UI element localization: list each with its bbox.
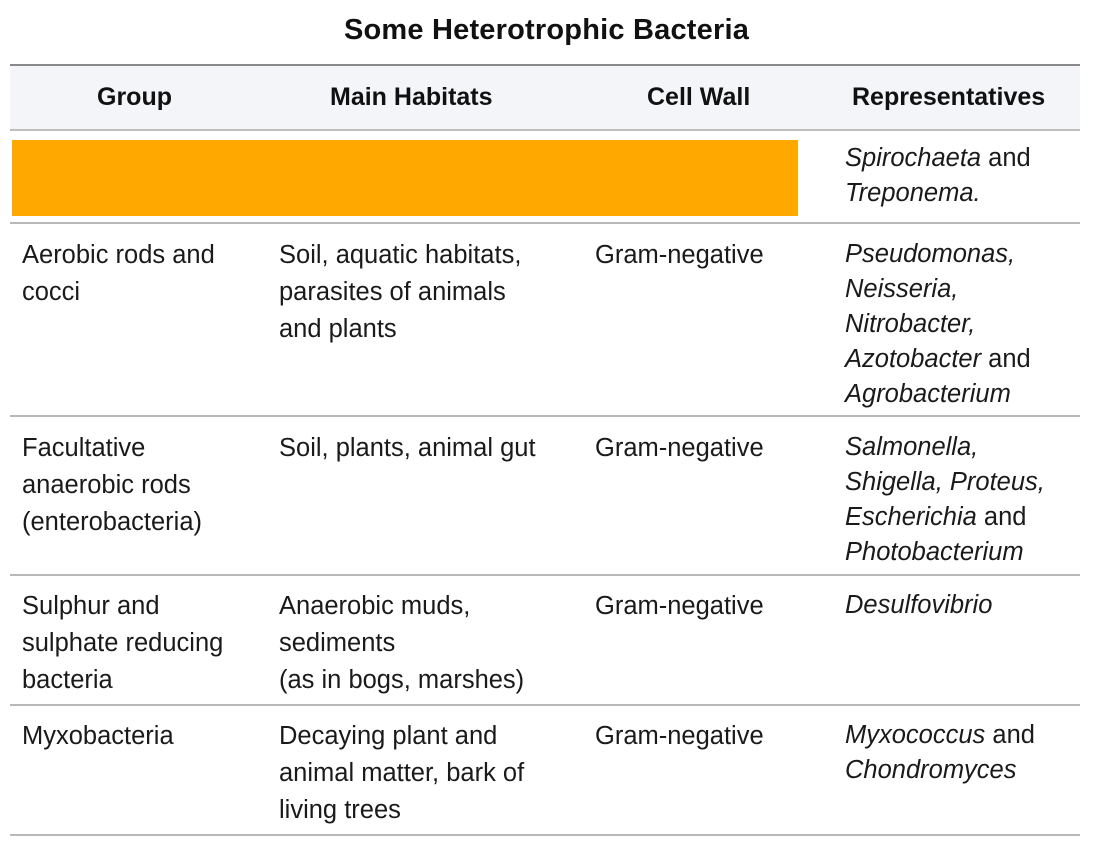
- group-cell: [22, 237, 215, 311]
- cell-line: animal matter, bark of: [279, 759, 525, 787]
- conjunction: and: [981, 345, 1031, 373]
- cell-line: living trees: [279, 796, 401, 824]
- group-cell: [22, 588, 223, 699]
- cell-line: Sulphur and: [22, 592, 160, 620]
- representatives-cell: [845, 237, 1031, 412]
- table-row: [10, 417, 1080, 576]
- genus-name: Neisseria,: [845, 275, 959, 303]
- cell-line: parasites of animals: [279, 278, 506, 306]
- genus-name: Salmonella,: [845, 433, 979, 461]
- cell-line: (as in bogs, marshes): [279, 666, 525, 694]
- conjunction: and: [985, 721, 1035, 749]
- column-header-habitats: Main Habitats: [330, 83, 493, 111]
- bacteria-table: [10, 64, 1080, 836]
- cell-line: (enterobacteria): [22, 508, 203, 536]
- cell-line: Decaying plant and: [279, 722, 498, 750]
- cell-line: bacteria: [22, 666, 113, 694]
- representatives-cell: [845, 141, 1031, 211]
- cell-wall-cell: Gram-negative: [595, 592, 764, 620]
- table-row: [10, 706, 1080, 836]
- cell-wall-cell: Gram-negative: [595, 722, 764, 750]
- cell-line: and plants: [279, 315, 397, 343]
- genus-name: Chondromyces: [845, 756, 1017, 784]
- column-header-cell-wall: Cell Wall: [647, 83, 751, 111]
- cell-line: sediments: [279, 629, 396, 657]
- cell-wall-cell: Gram-negative: [595, 434, 764, 462]
- cell-line: Soil, plants, animal gut: [279, 434, 536, 462]
- cell-line: cocci: [22, 278, 81, 306]
- genus-name: Photobacterium: [845, 538, 1024, 566]
- cell-line: Aerobic rods and: [22, 241, 215, 269]
- cell-line: Myxobacteria: [22, 722, 174, 750]
- conjunction: and: [976, 503, 1027, 531]
- conjunction: and: [981, 144, 1031, 172]
- representatives-cell: [845, 588, 992, 623]
- cell-line: Anaerobic muds,: [279, 592, 471, 620]
- genus-name: Nitrobacter,: [845, 310, 976, 338]
- genus-name: Spirochaeta: [845, 144, 982, 172]
- habitats-cell: [279, 430, 536, 467]
- genus-name: Myxococcus: [845, 721, 986, 749]
- genus-name: Shigella, Proteus,: [845, 468, 1045, 496]
- cell-line: Soil, aquatic habitats,: [279, 241, 522, 269]
- cell-line: anaerobic rods: [22, 471, 191, 499]
- cell-line: Facultative: [22, 434, 146, 462]
- habitats-cell: [279, 588, 524, 699]
- cell-wall-cell: Gram-negative: [595, 241, 764, 269]
- table-row: [10, 224, 1080, 417]
- genus-name: Agrobacterium: [845, 380, 1011, 408]
- table-header: [10, 64, 1080, 131]
- habitats-cell: [279, 237, 521, 348]
- column-header-group: Group: [97, 83, 172, 111]
- group-cell: [22, 430, 202, 541]
- genus-name: Treponema.: [845, 179, 981, 207]
- genus-name: Pseudomonas,: [845, 240, 1016, 268]
- group-cell: [22, 718, 174, 755]
- column-header-representatives: Representatives: [852, 83, 1046, 111]
- genus-name: Desulfovibrio: [845, 591, 993, 619]
- table-row: [10, 131, 1080, 224]
- table-title: Some Heterotrophic Bacteria: [343, 14, 750, 46]
- cell-line: sulphate reducing: [22, 629, 224, 657]
- representatives-cell: [845, 718, 1035, 788]
- highlighted-blank-cell: [12, 140, 798, 216]
- representatives-cell: [845, 430, 1045, 570]
- genus-name: Escherichia: [845, 503, 977, 531]
- table-row: [10, 576, 1080, 706]
- genus-name: Azotobacter: [845, 345, 982, 373]
- habitats-cell: [279, 718, 524, 829]
